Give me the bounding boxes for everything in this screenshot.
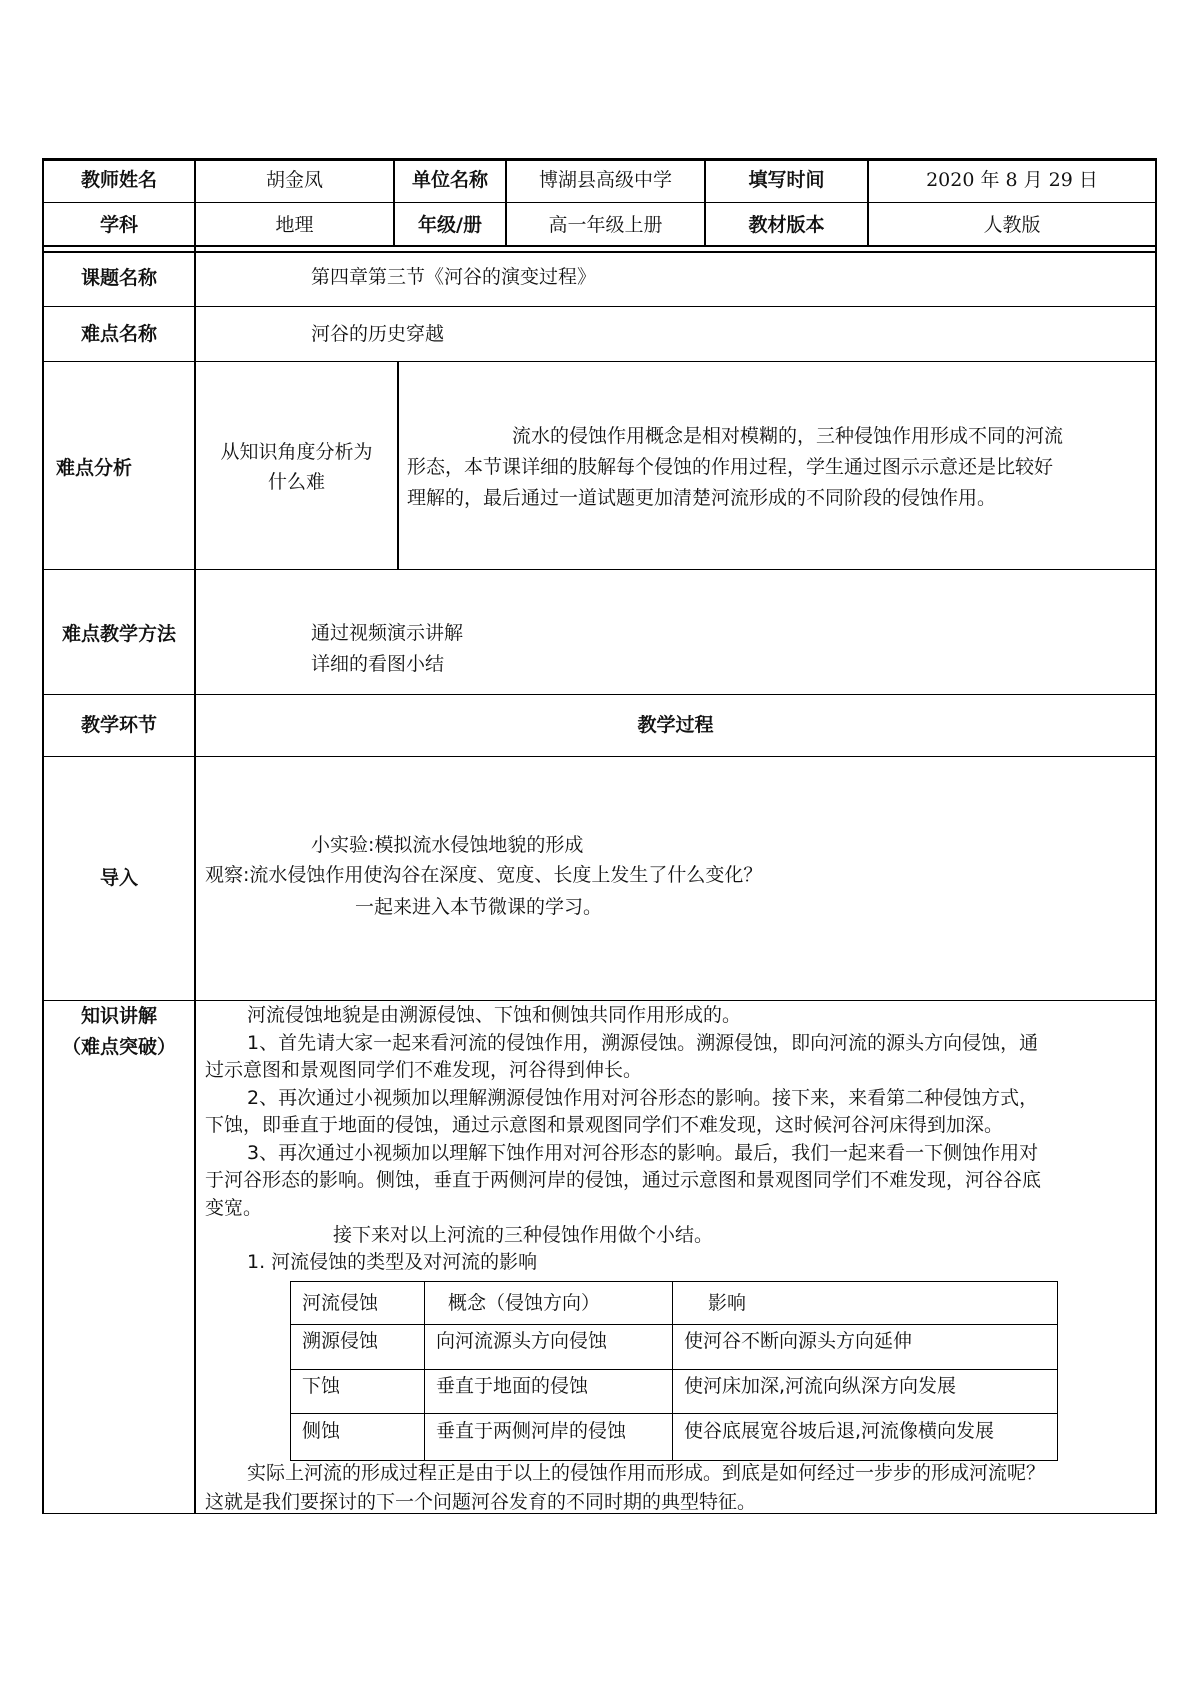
table-border-bottom (42, 1513, 1157, 1514)
erosion-table-border (290, 1369, 1058, 1370)
grade-label: 年级/册 (418, 214, 482, 236)
unit-name: 博湖县高级中学 (538, 169, 672, 191)
knowledge-line: 于河谷形态的影响。侧蚀，垂直于两侧河岸的侵蚀，通过示意图和景观图同学们不难发现，河谷谷底 (205, 1169, 1042, 1191)
erosion-table-border (290, 1460, 1058, 1461)
erosion-table-header: 概念（侵蚀方向） (448, 1292, 601, 1314)
intro-line: 小实验:模拟流水侵蚀地貌的形成 (311, 834, 584, 856)
edition-label: 教材版本 (748, 214, 825, 236)
knowledge-line: 1. 河流侵蚀的类型及对河流的影响 (247, 1251, 538, 1273)
knowledge-closing-line: 实际上河流的形成过程正是由于以上的侵蚀作用而形成。到底是如何经过一步步的形成河流呢？ (247, 1462, 1046, 1484)
analysis-line: 理解的，最后通过一道试题更加清楚河流形成的不同阶段的侵蚀作用。 (407, 487, 997, 509)
erosion-table-cell: 垂直于两侧河岸的侵蚀 (436, 1420, 627, 1442)
erosion-table-cell: 使河床加深,河流向纵深方向发展 (684, 1375, 957, 1397)
process-section-title: 教学过程 (637, 714, 714, 736)
knowledge-label: 知识讲解 (80, 1005, 157, 1027)
analysis-col-divider (397, 361, 399, 570)
intro-line: 一起来进入本节微课的学习。 (355, 896, 603, 918)
teacher-label: 教师姓名 (80, 169, 157, 191)
teacher-name: 胡金凤 (265, 169, 323, 191)
topic-label: 课题名称 (80, 267, 157, 289)
erosion-table-header: 河流侵蚀 (302, 1292, 379, 1314)
erosion-table-border (424, 1281, 425, 1461)
erosion-table-border (672, 1281, 673, 1461)
subject-value: 地理 (275, 214, 314, 236)
unit-label: 单位名称 (411, 169, 488, 191)
erosion-table-header: 影响 (708, 1292, 747, 1314)
section-divider (42, 694, 1157, 695)
date-label: 填写时间 (748, 169, 825, 191)
erosion-table-border (290, 1281, 291, 1461)
subject-label: 学科 (99, 214, 138, 236)
method-label: 难点教学方法 (61, 623, 176, 645)
knowledge-line: 1、首先请大家一起来看河流的侵蚀作用，溯源侵蚀。溯源侵蚀，即向河流的源头方向侵蚀，通 (247, 1032, 1039, 1054)
erosion-table-border (290, 1413, 1058, 1414)
section-divider (42, 251, 1157, 253)
erosion-table-cell: 垂直于地面的侵蚀 (436, 1375, 589, 1397)
section-divider (42, 361, 1157, 362)
difficulty-label: 难点名称 (80, 323, 157, 345)
topic-value: 第四章第三节《河谷的演变过程》 (311, 266, 597, 288)
knowledge-line: 变宽。 (205, 1197, 263, 1219)
erosion-table-border (290, 1324, 1058, 1325)
date-value: 2020 年 8 月 29 日 (926, 169, 1098, 191)
knowledge-label: （难点突破） (61, 1036, 176, 1058)
analysis-line: 形态，本节课详细的肢解每个侵蚀的作用过程，学生通过图示示意还是比较好 (407, 456, 1054, 478)
analysis-sub-label: 从知识角度分析为 (220, 441, 373, 463)
knowledge-line: 3、再次通过小视频加以理解下蚀作用对河谷形态的影响。最后，我们一起来看一下侧蚀作用对 (247, 1142, 1039, 1164)
header-row-divider (42, 202, 1157, 203)
erosion-table-border (1057, 1281, 1058, 1461)
knowledge-line: 河流侵蚀地貌是由溯源侵蚀、下蚀和侧蚀共同作用形成的。 (247, 1004, 742, 1026)
knowledge-line: 下蚀，即垂直于地面的侵蚀，通过示意图和景观图同学们不难发现，这时候河谷河床得到加深。 (205, 1114, 1004, 1136)
section-divider (42, 569, 1157, 570)
erosion-table-cell: 向河流源头方向侵蚀 (436, 1330, 608, 1352)
analysis-sub-label: 什么难 (267, 471, 325, 493)
intro-label: 导入 (99, 867, 138, 889)
section-divider (42, 1000, 1157, 1001)
erosion-table-cell: 溯源侵蚀 (302, 1330, 379, 1352)
grade-value: 高一年级上册 (548, 214, 663, 236)
difficulty-value: 河谷的历史穿越 (311, 323, 445, 345)
erosion-table-cell: 使河谷不断向源头方向延伸 (684, 1330, 913, 1352)
intro-line: 观察:流水侵蚀作用使沟谷在深度、宽度、长度上发生了什么变化？ (205, 864, 763, 886)
method-line: 通过视频演示讲解 (311, 622, 464, 644)
erosion-table-border (290, 1281, 1058, 1282)
analysis-label: 难点分析 (56, 457, 133, 479)
erosion-table-cell: 侧蚀 (302, 1420, 341, 1442)
section-divider (42, 756, 1157, 757)
method-line: 详细的看图小结 (311, 653, 445, 675)
knowledge-line: 接下来对以上河流的三种侵蚀作用做个小结。 (333, 1224, 714, 1246)
analysis-line: 流水的侵蚀作用概念是相对模糊的，三种侵蚀作用形成不同的河流 (512, 425, 1064, 447)
header-bottom-border (42, 245, 1157, 247)
erosion-table-cell: 使谷底展宽谷坡后退,河流像横向发展 (684, 1420, 995, 1442)
edition-value: 人教版 (983, 214, 1041, 236)
erosion-table-cell: 下蚀 (302, 1375, 341, 1397)
knowledge-closing-line: 这就是我们要探讨的下一个问题河谷发育的不同时期的典型特征。 (205, 1491, 757, 1513)
knowledge-line: 过示意图和景观图同学们不难发现，河谷得到伸长。 (205, 1059, 643, 1081)
process-section-label: 教学环节 (80, 714, 157, 736)
knowledge-line: 2、再次通过小视频加以理解溯源侵蚀作用对河谷形态的影响。接下来，来看第二种侵蚀方式， (247, 1087, 1039, 1109)
section-divider (42, 306, 1157, 307)
table-border-top (42, 158, 1157, 161)
